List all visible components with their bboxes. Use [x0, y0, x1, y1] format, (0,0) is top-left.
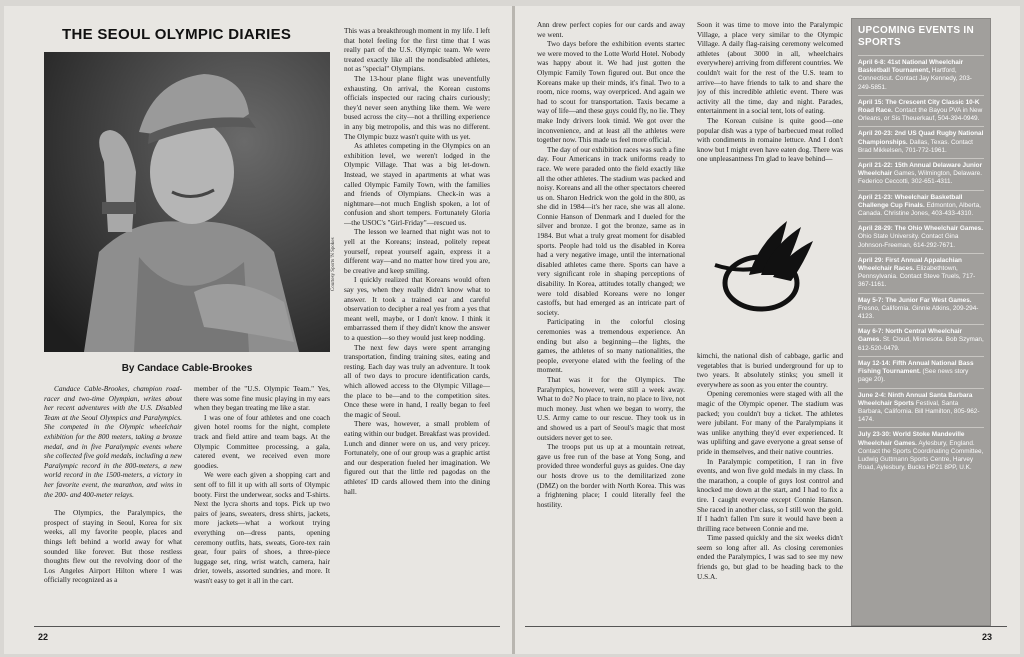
event-details: Festival, Santa Barbara, California. Bill Hamilton, 805-962-1474.: [858, 399, 980, 424]
column-4: [537, 20, 685, 624]
event-item: [858, 126, 984, 158]
event-item: [858, 190, 984, 222]
footer-rule: [525, 626, 1007, 627]
event-details: Contact the Bayou PVA in New Orleans, or Sis Theuerkauf, 504-394-0949.: [858, 107, 983, 123]
event-heading: June 2-4: Ninth Annual Santa Barbara Wheelchair Sports: [858, 391, 973, 407]
body-paragraph: Participating in the colorful closing ceremonies was a tremendous experience. An ending but also a beginning—the lights, the games, the athletes of so many nationalities, the people, everyone elated with the feeling of the moment.: [537, 317, 685, 375]
event-heading: May 6-7: North Central Wheelchair Games.: [858, 328, 963, 344]
sidebar-title: UPCOMING EVENTS IN SPORTS: [858, 25, 974, 48]
event-details: Elizabethtown, Pennsylvania. Contact Steve Truels, 717-367-1161.: [858, 265, 976, 289]
event-details: Aylesbury, England. Contact the Sports Coordinating Committee, Ludwig Guttmann Sports Centre, Harvey Road, Aylesbury, Bucks HP21 8PP, U.K.: [858, 439, 984, 472]
intro-paragraph: Candace Cable-Brookes, champion road-racer and two-time Olympian, writes about her recent adventures with the U.S. Disabled Team at the Seoul Olympics and Paralympics. She competed in the Olympic wheelchair exhibition for the 800 meters, taking a bronze medal, and in five Paralympic events where she collected five gold medals, including a new Paralympic record in the 800-meters, a new world record in the 1500-meters, a victory in her favorite event, the marathon, and wins in the 200- and 400-meter relays.: [44, 384, 182, 499]
body-paragraph: We were each given a shopping cart and sent off to fill it up with all sorts of Olympic booty. First the underwear, socks and T-shirts. Next the lycra shorts and tops. Pick up two pairs of jeans, sweaters, dress shirts, jackets, more jackets—what a workout trying everything on—dress pants, opening ceremony outfits, hats, sweats, Gore-tex rain gear, four pairs of shoes, a three-piece luggage set, ring, wrist watch, camera, hair drier, towels, assorted sundries, and more. It wasn't easy to get it all in the cart.: [194, 470, 330, 585]
event-heading: April 6-8: 41st National Wheelchair Basketball Tournament,: [858, 59, 964, 75]
body-paragraph: I quickly realized that Koreans would often say yes, when they really didn't know what to answer. It took a trained ear and careful observation to decipher a real yes from a yes that meant well, maybe, or I don't know. I think it embarrassed them if they didn't know the answer to a question—so they would just keep nodding.: [344, 275, 490, 342]
event-details: Games, Wilmington, Delaware. Federico Ceccotti, 302-651-4311.: [858, 170, 982, 186]
body-paragraph: The next few days were spent arranging transportation, finding training sites, eating and resting. Each day was truly an adventure. It took all of two days to procure identification cards, which allowed access to the Olympic Village—the place to be—and to the competition sites. Once these were in hand, I really began to feel the magic of Seoul.: [344, 342, 490, 419]
event-heading: April 21-23: Wheelchair Basketball Challenge Cup Finals.: [858, 193, 963, 209]
body-paragraph: The 13-hour plane flight was uneventfully exhausting. On arrival, the Korean customs officials inspected our racing chairs curiously; they'd never seen anything like them. We were bused across the city—not a thrilling experience in any big metropolis, and this was no different. The Olympic buzz wasn't quite with us yet.: [344, 73, 490, 141]
body-paragraph: I was one of four athletes and one coach given hotel rooms for the night, complete track and field attire and team bags. At the Olympic Committee processing, a gala, catered event, we received even more goodies.: [194, 412, 330, 470]
body-paragraph: kimchi, the national dish of cabbage, garlic and vegetables that is buried underground for up to two years. It absolutely stinks; you smell it everywhere as soon as you enter the country.: [697, 351, 843, 389]
body-paragraph: The troops put us up at a mountain retreat, gave us free run of the base at Yong Song, and provided three wonderful guys as guides. One day our hosts drove us to the demilitarized zone (DMZ) on the border with North Korea. This was a frightening place; I could literally feel the hostility.: [537, 442, 685, 509]
body-paragraph: As athletes competing in the Olympics on an exhibition level, we weren't lodged in the Olympic Village. That was a big let-down. Instead, we stayed in apartments at what was called Olympic Family Town, with the families and friends of Olympians. Check-in was a nightmare—not much English spoken, a lot of confusion and short tempers. Fortunately Gloria—the USOC's "Girl-Friday"—rescued us.: [344, 141, 490, 227]
event-item: [858, 55, 984, 95]
article-headline: THE SEOUL OLYMPIC DIARIES: [62, 26, 292, 43]
column-2: [194, 384, 330, 622]
event-details: Ohio State University. Contact Gina Johnson-Freeman, 614-292-7671.: [858, 233, 959, 249]
byline: By Candace Cable-Brookes: [121, 363, 253, 374]
event-details: St. Cloud, Minnesota. Bob Szyman, 612-520-0479.: [858, 336, 984, 352]
body-paragraph: The day of our exhibition races was such a fine day. Four Americans in track uniforms ready to race. We were paraded onto the field exactly like all the other athletes. The stadium was packed and noisy. Koreans and all the other spectators cheered us on. Sharon Hedrick won the gold in the 800, as she did in 1984—it's her race, she was all alone. Connie Hanson of Denmark and I dueled for the silver and bronze. I got the bronze, same as in 1984. But what a truly great moment for disabled sports. People had told us the disabled in Korea had a very negative image, until the international disabled athletes came there. Sports can have a very significant role in shaping perceptions of disability. In Korea, attitudes totally changed; we were told disabled Koreans were no longer castoffs, but had emerged as an intricate part of society.: [537, 144, 685, 317]
page-number-left: 22: [38, 632, 49, 642]
body-paragraph: The Korean cuisine is quite good—one popular dish was a type of barbecued meat rolled with condiments in romaine lettuce. And I don't know but I might even have eaten dog. There was one unpleasantness I'm glad to leave behind—: [697, 115, 843, 164]
event-item: [858, 293, 984, 325]
column-5-bottom: [697, 351, 843, 624]
event-item: [858, 388, 984, 428]
body-paragraph: This was a breakthrough moment in my life. I left that hotel feeling for the first time that I was really part of the U.S. Olympic team. We were treated exactly like all the nondisabled athletes, not as "special" Olympians.: [344, 26, 490, 74]
event-heading: April 28-29: The Ohio Wheelchair Games.: [858, 225, 984, 233]
event-heading: April 15: The Crescent City Classic 10-K Road Race.: [858, 98, 980, 115]
body-paragraph: member of the "U.S. Olympic Team." Yes, there was some fine music playing in my ears when they began treating me like a star.: [194, 384, 330, 413]
body-paragraph: The lesson we learned that night was not to yell at the Koreans; instead, politely repeat yourself, repeat yourself again, express it a different way—and no matter how tired you are, be creative and keep smiling.: [344, 227, 490, 275]
column-1: [44, 384, 182, 622]
event-details: Hartford, Connecticut. Contact Jay Kennedy, 203-249-5851.: [858, 67, 972, 91]
footer-rule: [34, 626, 500, 627]
body-paragraph: Time passed quickly and the six weeks didn't seem so long after all. As closing ceremonies ended the Paralympics, I was sad to see my new friends go, but glad to be heading back to the U.S.A.: [697, 533, 843, 581]
event-details: Dallas, Texas. Contact Brad Mikkelsen, 701-772-1961.: [858, 138, 973, 154]
event-heading: July 23-30: World Stoke Mandeville Wheelchair Games.: [858, 431, 965, 447]
event-heading: April 21-22: 15th Annual Delaware Junior Wheelchair: [858, 162, 983, 178]
column-5-top: [697, 20, 843, 210]
event-heading: April 20-23: 2nd US Quad Rugby National Championships.: [858, 130, 984, 146]
event-heading: May 5-7: The Junior Far West Games.: [858, 296, 972, 304]
event-item: [858, 427, 984, 475]
body-paragraph: Soon it was time to move into the Paralympic Village, a place very similar to the Olympic Village. A daily flag-raising ceremony welcomed athletes (about 3000 in all, wheelchairs everywhere) arriving from different countries. We couldn't wait for the rest of the U.S. team to arrive—to have friends to talk to and share the joy of this incredible athletic event. There was activity all the time, day and night. Parades, entertainment in a social tent, lots of eating.: [697, 20, 843, 116]
event-heading: April 29: First Annual Appalachian Wheelchair Races.: [858, 256, 962, 273]
event-heading: May 12-14: Fifth Annual National Bass Fishing Tournament.: [858, 359, 974, 376]
column-3: [344, 26, 490, 624]
body-paragraph: That was it for the Olympics. The Paralympics, however, were still a week away. What to do? No place to train, no place to live, not much money. Just when we began to worry, the U.S. Army came to our rescue. They took us in and showed us a part of Seoul's magic that most outsiders never get to see.: [537, 374, 685, 442]
event-details: Edmonton, Alberta, Canada. Christine Jones, 403-433-4310.: [858, 201, 981, 218]
event-item: [858, 356, 984, 388]
event-item: [858, 253, 984, 293]
event-item: [858, 158, 984, 190]
event-item: [858, 324, 984, 356]
body-paragraph: In Paralympic competition, I ran in five events, and won five gold medals in my class. In the marathon, a couple of guys lost control and knocked me down at the start, and I had to fix a tire. I caught everyone except Connie Hanson. She raced in another class, so I still won the gold. If I hadn't fallen I'm sure it would have been a thrilling race between Connie and me.: [697, 456, 843, 533]
body-paragraph: Two days before the exhibition events startec we were moved to the Lotte World Hotel. Nobody was happy about it. We had just gotten the Olympic Family Town figured out. But once the Koreans make up their minds, it's final. Two to a room, nice rooms, way overpriced. And again we had to scout for transportation. Taxis became a way of life—and these guys could fly, no lie. They make Indy drivers look timid. We got over the inconvenience, and at least all the athletes were together now. This made us feel more official.: [537, 39, 685, 145]
event-details: Fresno, California. Ginnie Atkins, 209-294-4123.: [858, 304, 979, 321]
body-paragraph: Ann drew perfect copies for our cards and away we went.: [537, 20, 685, 39]
event-item: [858, 95, 984, 127]
body-paragraph: There was, however, a small problem of eating within our budget. Breakfast was provided. Lunch and dinner were on us, and very pricey. Fortunately, one of our group was a graphic artist and our desperation fueled her imagination. We figured out that the little red pagodas on the athletes' ID cards allowed them into the dining hall.: [344, 419, 490, 496]
left-page: [4, 6, 512, 654]
event-item: [858, 221, 984, 253]
upcoming-events-sidebar: [851, 18, 991, 626]
body-paragraph: The Olympics, the Paralympics, the prospect of staying in Seoul, Korea for six weeks, all my favorite people, places and things left behind a world away for what sounded like forever. But those restless thoughts flew out the revolving door of the Los Angeles Airport Hilton where I was officially recognized as a: [44, 508, 182, 585]
paralympic-logo-icon: [709, 213, 819, 317]
event-details: (See news story page 20).: [858, 368, 969, 384]
photo-credit: Courtesy Sports 'N Spokes: [331, 237, 336, 291]
athlete-photo: [44, 52, 330, 352]
events-list: [858, 55, 984, 475]
page-number-right: 23: [982, 632, 993, 642]
body-paragraph: Opening ceremonies were staged with all the magic of the Olympic opener. The stadium was packed; you couldn't buy a ticket. The athletes were jubilant. For many of the Paralympians it was unlike anything they'd ever experienced. It was uplifting and gave everyone a great sense of pride in themselves, and their native countries.: [697, 389, 843, 456]
magazine-spread: [4, 6, 1020, 654]
